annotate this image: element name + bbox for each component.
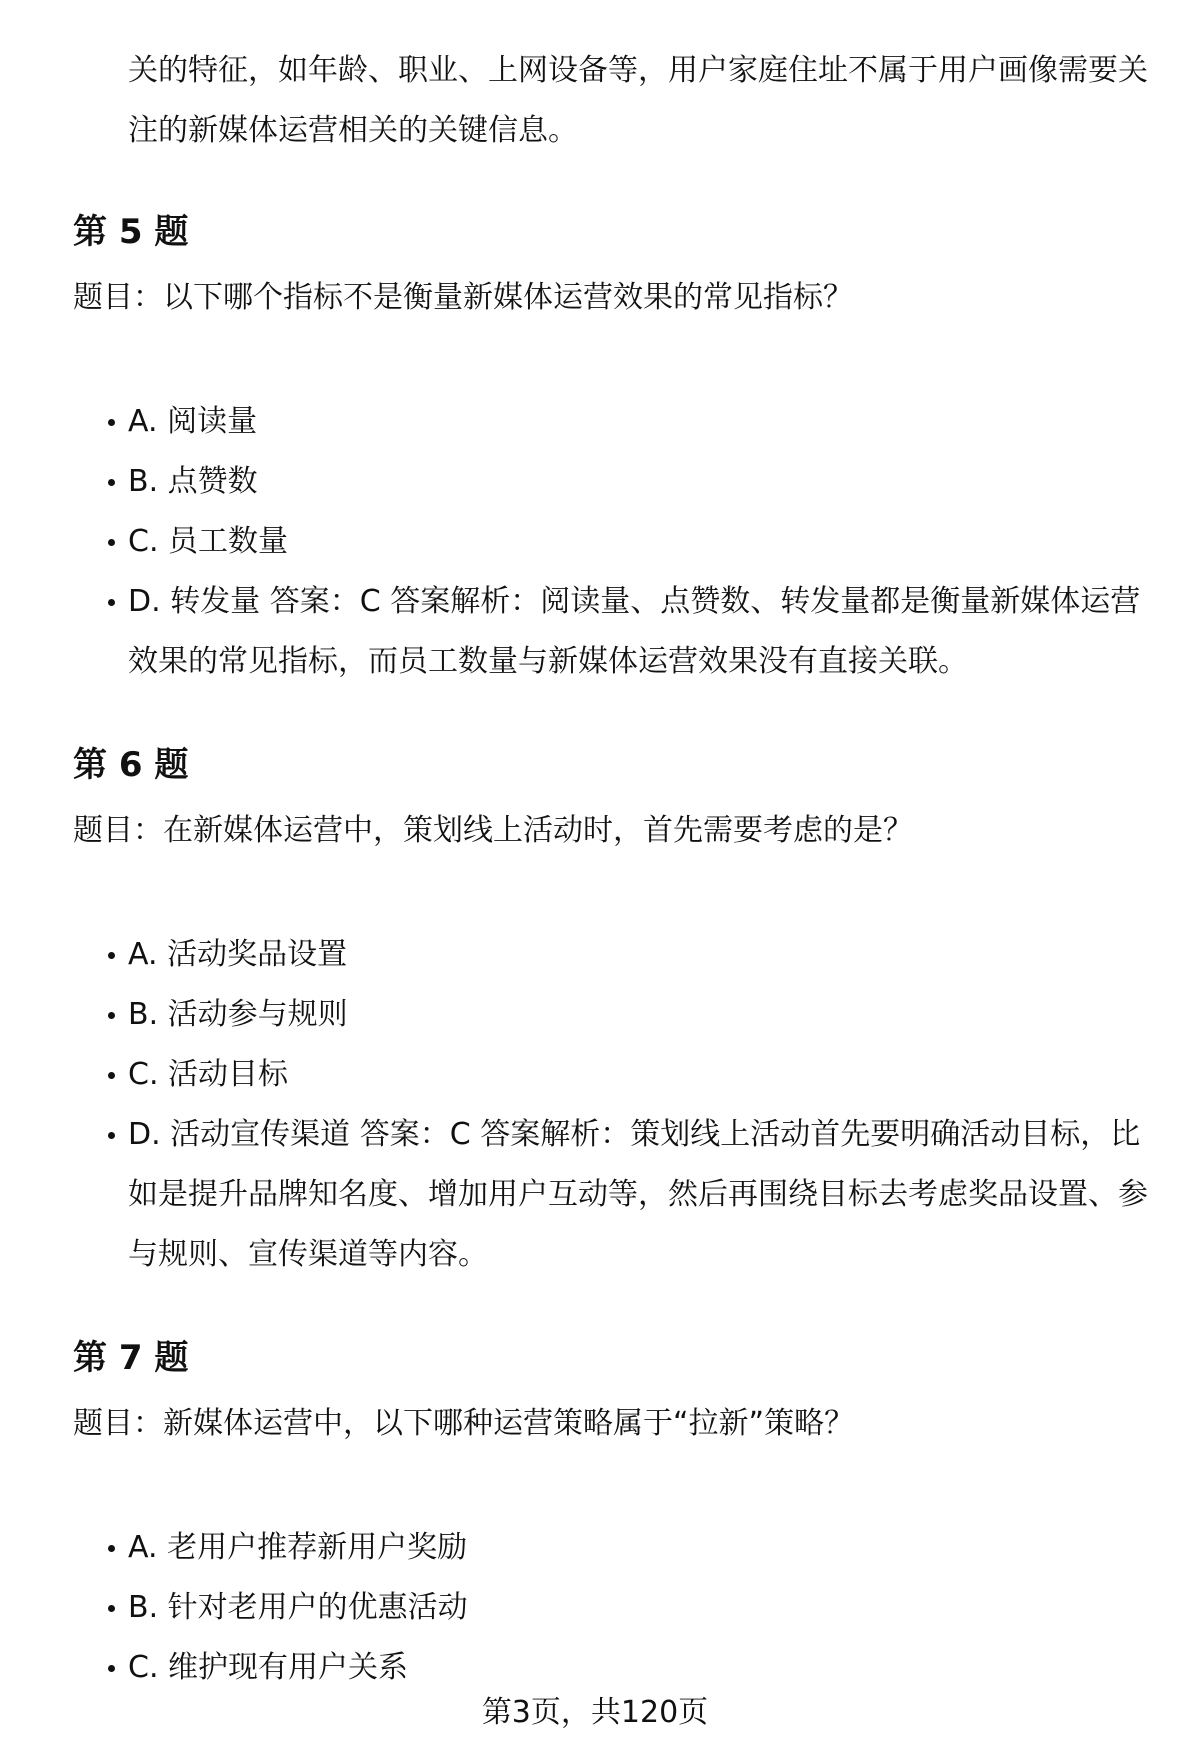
option-d-with-answer: D. 活动宣传渠道 答案：C 答案解析：策划线上活动首先要明确活动目标，比如是提升品牌知名度、增加用户互动等，然后再围绕目标去考虑奖品设置、参与规则、宣传渠道等内容。 [128, 1105, 1158, 1285]
option-a: A. 阅读量 [128, 392, 1158, 452]
option-c: C. 员工数量 [128, 512, 1158, 572]
option-b: B. 活动参与规则 [128, 985, 1158, 1045]
question-7-stem: 题目：新媒体运营中，以下哪种运营策略属于“拉新”策略？ [73, 1406, 855, 1441]
option-b: B. 针对老用户的优惠活动 [128, 1578, 1158, 1638]
page-number-footer: 第3页，共120页 [481, 1695, 709, 1730]
question-6-options [128, 925, 1158, 1285]
option-a: A. 老用户推荐新用户奖励 [128, 1518, 1158, 1578]
question-5-stem: 题目：以下哪个指标不是衡量新媒体运营效果的常见指标？ [73, 280, 853, 315]
question-5-options [128, 392, 1158, 692]
question-6-title: 第 6 题 [73, 745, 189, 785]
question-7-title: 第 7 题 [73, 1338, 189, 1378]
question-7-options [128, 1518, 1158, 1698]
option-c: C. 活动目标 [128, 1045, 1158, 1105]
option-a: A. 活动奖品设置 [128, 925, 1158, 985]
continuation-paragraph: 关的特征，如年龄、职业、上网设备等，用户家庭住址不属于用户画像需要关注的新媒体运营相关的关键信息。 [128, 53, 1148, 148]
option-b: B. 点赞数 [128, 452, 1158, 512]
question-6-stem: 题目：在新媒体运营中，策划线上活动时，首先需要考虑的是？ [73, 813, 913, 848]
option-c: C. 维护现有用户关系 [128, 1638, 1158, 1698]
question-5-title: 第 5 题 [73, 212, 189, 252]
option-d-with-answer: D. 转发量 答案：C 答案解析：阅读量、点赞数、转发量都是衡量新媒体运营效果的常见指标，而员工数量与新媒体运营效果没有直接关联。 [128, 572, 1158, 692]
